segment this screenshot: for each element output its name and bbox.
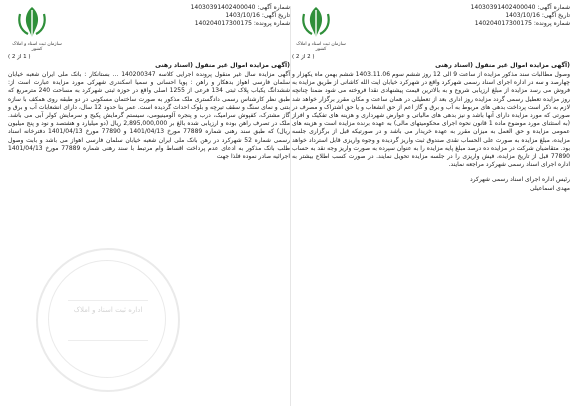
seal-text: اداره ثبت اسناد و املاک (73, 306, 143, 314)
notice-date: تاریخ آگهی: 1403/10/16 (505, 12, 570, 19)
notice-header (8, 4, 290, 54)
file-number: شماره پرونده: 140204017300175 (194, 20, 290, 27)
notice-title: (آگهی مزایده اموال غیر منقول (اسناد رهنی (435, 62, 570, 69)
emblem-caption: سازمان ثبت اسناد و املاک کشور (12, 42, 62, 52)
notice-header (292, 4, 570, 54)
file-number: شماره پرونده: 140204017300175 (474, 20, 570, 27)
notice-meta (471, 4, 570, 28)
notice-body: وصول مطالبات سند مذکور مزایده از ساعت 9 الی 12 روز ششم سوم 1403.11.06 ششم بهمن ماه یکهزار و چهارصد و سه در اداره اجرای اسناد رسمی شهرکرد واقع در شهرکرد خیابان ایت الله کاشانی از طریق مزایده به فروش می رسد مزایده از مبلغ ارزیابی شروع و به بالاترین قیمت پیشنهادی نقدا فروخته می شود ضمنا چنانچه روز مزایده تعطیل رسمی گردد مزایده روز اداری بعد از تعطیلی در همان ساعت و مکان مقرر برگزار خواهد شد لازم به ذکر است پرداخت بدهی های مربوط به آب و برق و گاز اعم از حق انشعاب و یا حق اشتراک و مصرف در صورتی که مورد مزایده دارای آنها باشد و نیز بدهی های مالیاتی و عوارض شهرداری و هزینه های تفکیک و افراز (به استثنای مورد موضوع ماده 1 قانون نحوه اجرای محکومیتهای مالی) به عهده برنده مزایده است و هزینه های عمومی مزایده و حق العمل به میزان مقرر به عهده خریدار می باشد و در صورتیکه قبل از برگزاری جلسه مزایده، مبلغ مزایده به صورت علی الحساب نقدی صندوق ثبت واریز گردیده و وجوه واریزی قابل استرداد خواهد بود. متقاضیان شرکت در مزایده ده درصد مبلغ پایه مزایده را به عنوان سپرده به صورت واریز وجه نقد به حساب 77890 قبل از تاریخ مزایده، فیش واریزی را در جلسه مزایده تحویل نمایند. در صورت کسب اطلاع بیشتر به اداره اجرای اسناد رسمی شهرکرد مراجعه نمایند. (292, 71, 570, 169)
notice-title: (آگهی مزایده اموال غیر منقول (اسناد رهنی (155, 62, 290, 69)
page-marker: ( 2 از 2 ) (292, 54, 315, 60)
signature-name: مهدی اسماعیلی (529, 185, 570, 193)
watermark-seal (36, 248, 180, 392)
iran-emblem-icon (10, 4, 54, 42)
notice-column-left (8, 4, 290, 161)
signature-block (292, 175, 570, 193)
page-marker: ( 1 از 2 ) (8, 54, 31, 60)
notice-number: شماره آگهی: 14030391402400040 (470, 4, 570, 11)
notice-body: آگهی مزایده سال غیر منقول پرونده اجرایی کلاسه 140200347 ... بستانکار : بانک ملی ایران شعبه خیابان سلمان فارسی اهواز بدهکار و راهن : پویا احسانی و سمیا اسکندری شهرکی مورد مزایده عبارت است از: ششدانگ یکباب پلاک ثبتی 134 فرعی از 1255 اصلی واقع در حوزه ثبتی شهرکرد به مساحت 240 مترمربع که طبق نظر کارشناس رسمی دادگستری ملک مذکور به صورت ساختمان مسکونی در دو طبقه روی همکف با سازه بتنی و نمای سنگ و سقف تیرچه و بلوک احداث گردیده است. عمر بنا حدود 12 سال، دارای انشعابات آب و برق و گاز مشترک، کفپوش سرامیک، درب و پنجره آلومینیومی، سیستم گرمایش پکیج و سرمایش کولر آبی می باشد. ملک در تصرف راهن بوده و ارزیابی شده بالغ بر 2,895,000,000 ریال (دو میلیارد و هشتصد و نود و پنج میلیون ریال) که طبق سند رهنی شماره 77889 مورخ 1401/04/13 و 77890 مورخ 1401/04/13 دفترخانه اسناد رسمی شماره 52 شهرکرد در رهن بانک ملی ایران شعبه خیابان سلمان فارسی اهواز می باشد و بابت وصول طلب بانک مذکور به ادعای عدم پرداخت اقساط وام مرتبط با سند رهنی شماره 77889 مورخ 1401/04/13 اجرائیه صادر نموده فلذا جهت (8, 71, 291, 161)
emblem-caption: سازمان ثبت اسناد و املاک کشور (296, 42, 346, 52)
notice-number: شماره آگهی: 14030391402400040 (190, 4, 290, 11)
notice-meta (191, 4, 290, 28)
signature-title: رئیس اداره اجرای اسناد رسمی شهرکرد (469, 176, 570, 184)
iran-emblem-icon (294, 4, 338, 42)
notice-date: تاریخ آگهی: 1403/10/16 (225, 12, 290, 19)
column-divider (290, 6, 291, 406)
notice-column-right (292, 4, 570, 193)
